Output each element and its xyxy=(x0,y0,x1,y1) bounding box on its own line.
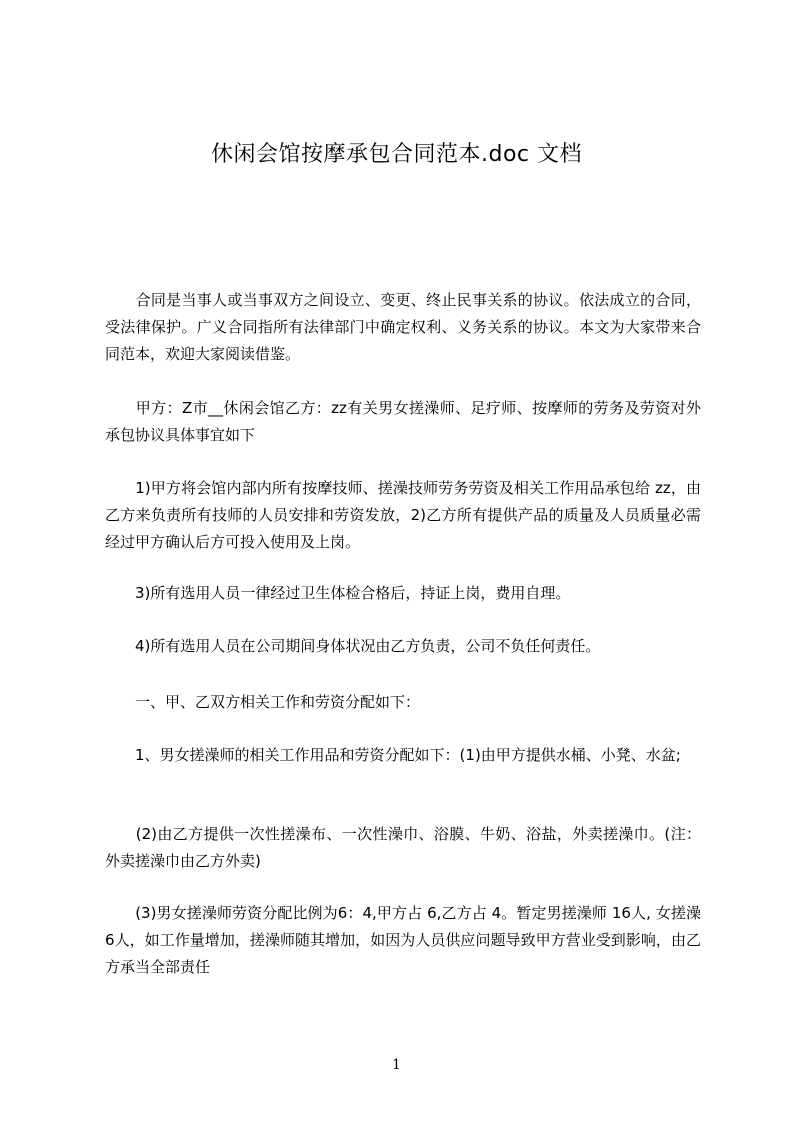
paragraph-clause-3: 3)所有选用人员一律经过卫生体检合格后，持证上岗，费用自理。 xyxy=(105,584,571,602)
document-title: 休闲会馆按摩承包合同范本.doc 文档 xyxy=(210,142,582,167)
paragraph-intro: 合同是当事人或当事双方之间设立、变更、终止民事关系的协议。依法成立的合同，受法律保护。广义合同指所有法律部门中确定权利、义务关系的协议。本文为大家带来合同范本，欢迎大家阅读借鉴。 xyxy=(105,291,701,363)
paragraph-clause-4: 4)所有选用人员在公司期间身体状况由乙方负责，公司不负任何责任。 xyxy=(105,637,601,655)
paragraph-item-3: (3)男女搓澡师劳资分配比例为6：4,甲方占 6,乙方占 4。暂定男搓澡师 16人, 女搓澡6人，如工作量增加，搓澡师随其增加，如因为人员供应问题导致甲方营业受到影响，由乙方承当全部责任 xyxy=(105,904,701,976)
paragraph-item-1: 1、男女搓澡师的相关工作用品和劳资分配如下：(1)由甲方提供水桶、小凳、水盆; xyxy=(105,746,681,764)
paragraph-clause-1-2: 1)甲方将会馆内部内所有按摩技师、搓澡技师劳务劳资及相关工作用品承包给 zz，由乙方来负责所有技师的人员安排和劳资发放，2)乙方所有提供产品的质量及人员质量必需经过甲方确认后方可投入使用及上岗。 xyxy=(105,479,701,551)
paragraph-parties: 甲方：Z市__休闲会馆乙方：zz有关男女搓澡师、足疗师、按摩师的劳务及劳资对外承包协议具体事宜如下 xyxy=(105,399,701,444)
paragraph-item-2: (2)由乙方提供一次性搓澡布、一次性澡巾、浴膜、牛奶、浴盐，外卖搓澡巾。(注：外卖搓澡巾由乙方外卖) xyxy=(105,825,701,870)
page-number: 1 xyxy=(392,1057,401,1073)
section-heading-1: 一、甲、乙双方相关工作和劳资分配如下： xyxy=(105,693,421,711)
